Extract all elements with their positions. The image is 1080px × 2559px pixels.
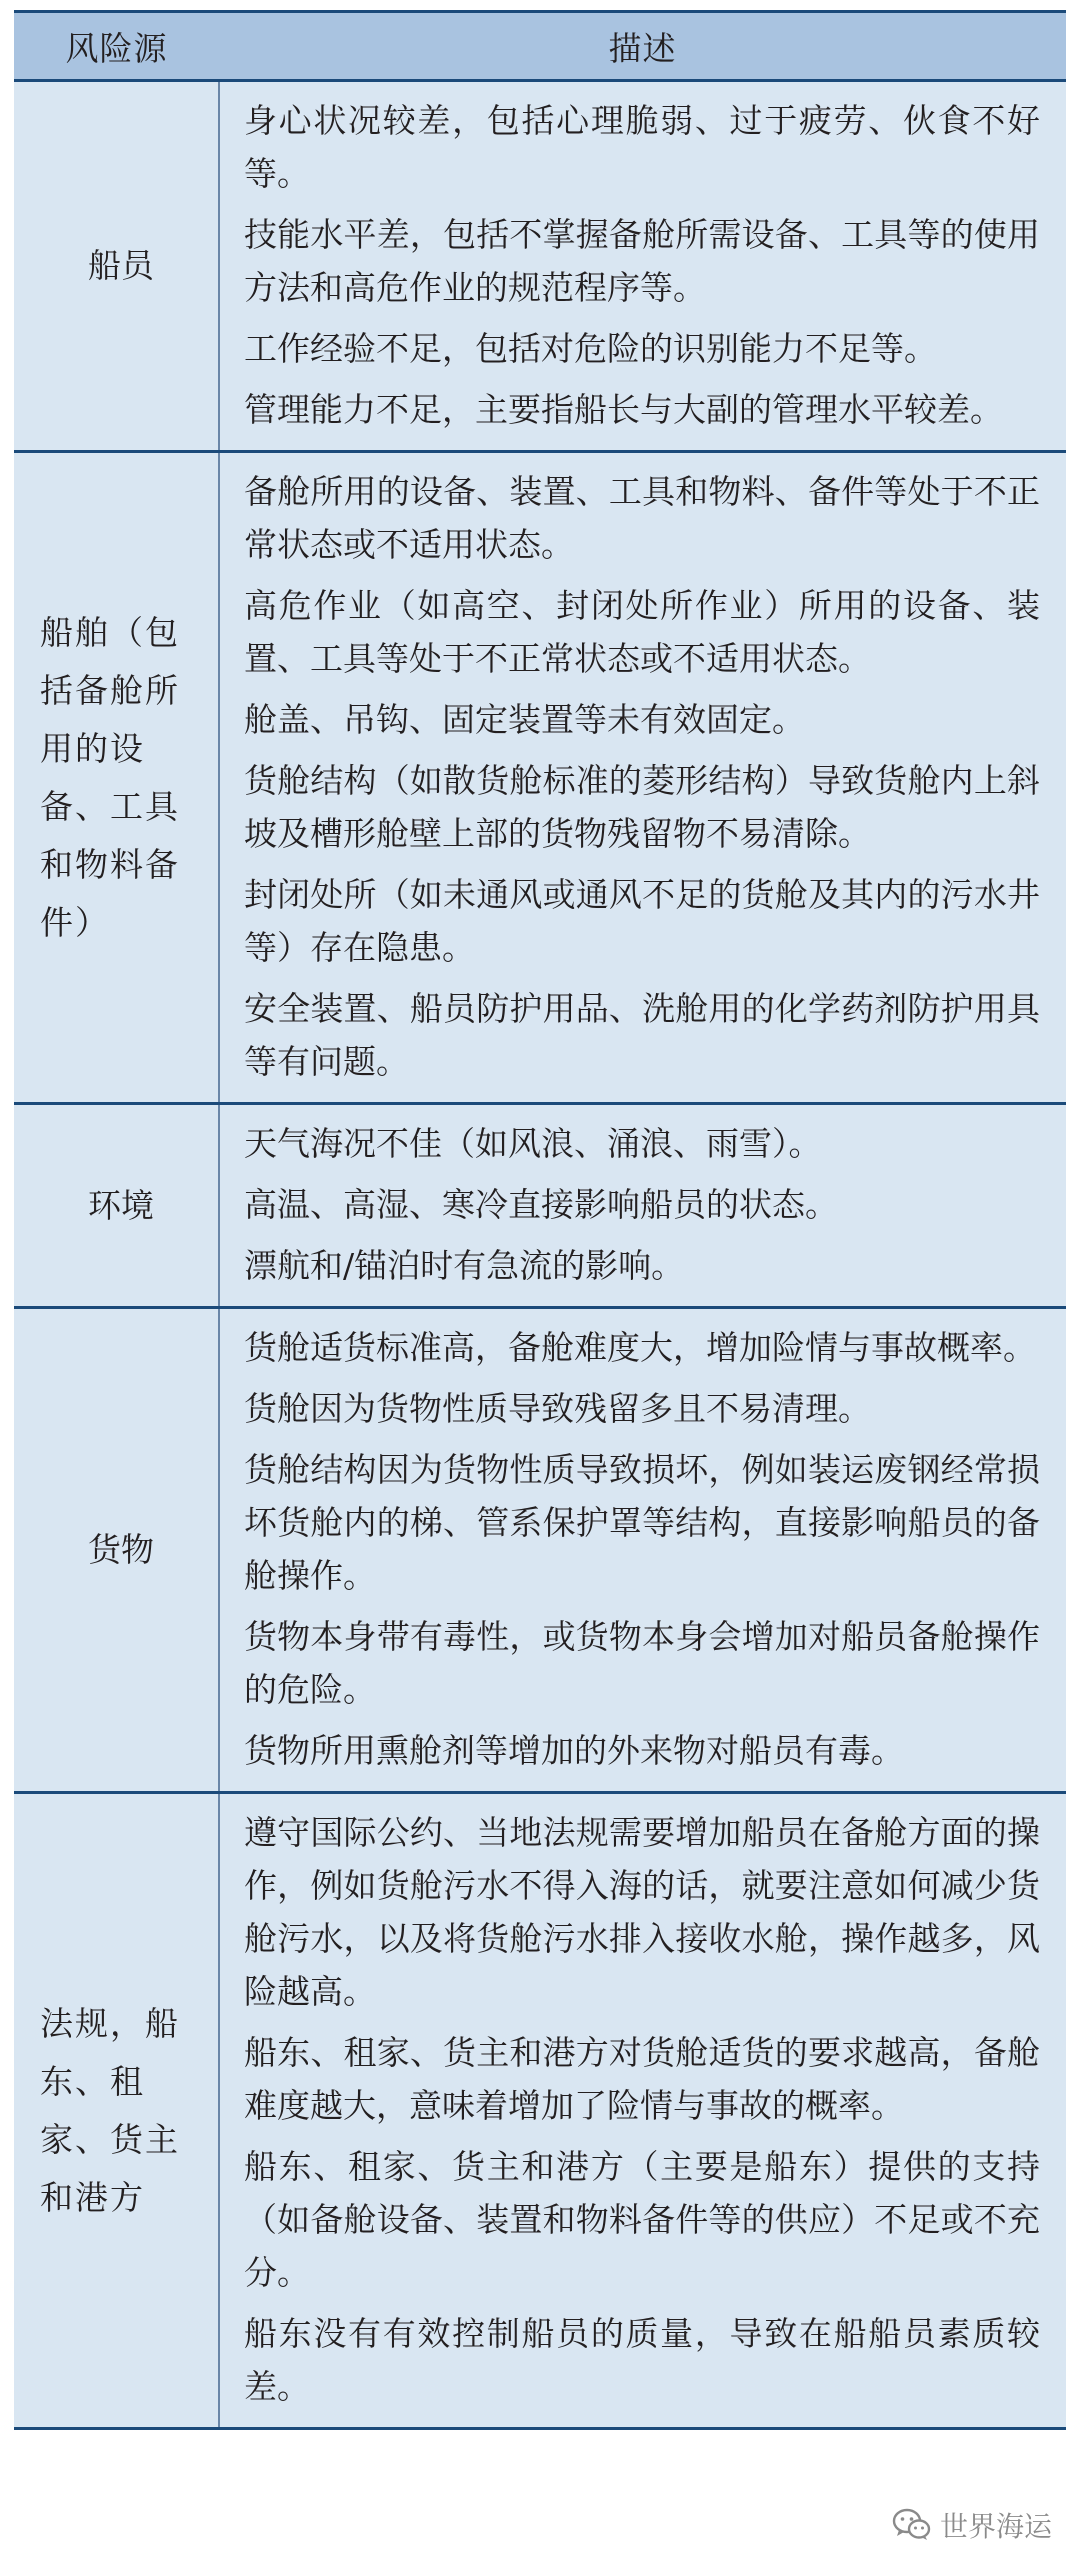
description-item: 封闭处所（如未通风或通风不足的货舱及其内的污水井等）存在隐患。	[244, 875, 1040, 967]
description-item: 安全装置、船员防护用品、洗舱用的化学药剂防护用具等有问题。	[244, 989, 1040, 1081]
risk-description-cell	[219, 1793, 1066, 2429]
risk-row-environment	[14, 1104, 1066, 1308]
description-item: 舱盖、吊钩、固定装置等未有效固定。	[244, 700, 805, 739]
description-item: 天气海况不佳（如风浪、涌浪、雨雪）。	[244, 1124, 822, 1163]
risk-source-cell: 法规，船东、租家、货主和港方	[14, 1793, 219, 2429]
risk-description-cell	[219, 81, 1066, 452]
risk-description-cell	[219, 452, 1066, 1104]
risk-source-cell: 环境	[14, 1104, 219, 1308]
wechat-icon	[892, 2508, 932, 2542]
header-description: 描述	[219, 12, 1066, 81]
risk-source-cell: 船员	[14, 81, 219, 452]
description-item: 管理能力不足，主要指船长与大副的管理水平较差。	[244, 390, 1003, 429]
description-item: 货物所用熏舱剂等增加的外来物对船员有毒。	[244, 1731, 904, 1770]
description-item: 高温、高湿、寒冷直接影响船员的状态。	[244, 1185, 838, 1224]
risk-table	[14, 10, 1066, 2430]
description-item: 遵守国际公约、当地法规需要增加船员在备舱方面的操作，例如货舱污水不得入海的话，就要注意如何减少货舱污水，以及将货舱污水排入接收水舱，操作越多，风险越高。	[244, 1813, 1040, 2011]
description-item: 身心状况较差，包括心理脆弱、过于疲劳、伙食不好等。	[244, 101, 1040, 193]
risk-description-cell	[219, 1104, 1066, 1308]
risk-row-crew	[14, 81, 1066, 452]
table-header-row	[14, 12, 1066, 81]
risk-description-cell	[219, 1308, 1066, 1793]
description-item: 备舱所用的设备、装置、工具和物料、备件等处于不正常状态或不适用状态。	[244, 472, 1040, 564]
risk-row-regulations	[14, 1793, 1066, 2429]
description-item: 货物本身带有毒性，或货物本身会增加对船员备舱操作的危险。	[244, 1617, 1040, 1709]
watermark	[892, 2505, 1052, 2545]
risk-row-cargo	[14, 1308, 1066, 1793]
description-item: 技能水平差，包括不掌握备舱所需设备、工具等的使用方法和高危作业的规范程序等。	[244, 215, 1040, 307]
risk-source-cell: 船舶（包括备舱所用的设备、工具和物料备件）	[14, 452, 219, 1104]
watermark-text: 世界海运	[939, 2510, 1052, 2543]
description-item: 漂航和/锚泊时有急流的影响。	[244, 1246, 685, 1285]
description-item: 货舱因为货物性质导致残留多且不易清理。	[244, 1389, 871, 1428]
description-item: 船东没有有效控制船员的质量，导致在船船员素质较差。	[244, 2314, 1040, 2406]
description-item: 货舱结构因为货物性质导致损坏，例如装运废钢经常损坏货舱内的梯、管系保护罩等结构，直接影响船员的备舱操作。	[244, 1450, 1040, 1595]
description-item: 工作经验不足，包括对危险的识别能力不足等。	[244, 329, 937, 368]
description-item: 船东、租家、货主和港方对货舱适货的要求越高，备舱难度越大，意味着增加了险情与事故的概率。	[244, 2033, 1040, 2125]
description-item: 船东、租家、货主和港方（主要是船东）提供的支持（如备舱设备、装置和物料备件等的供应）不足或不充分。	[244, 2147, 1040, 2292]
risk-source-cell: 货物	[14, 1308, 219, 1793]
description-item: 高危作业（如高空、封闭处所作业）所用的设备、装置、工具等处于不正常状态或不适用状态。	[244, 586, 1040, 678]
description-item: 货舱适货标准高，备舱难度大，增加险情与事故概率。	[244, 1328, 1036, 1367]
header-source: 风险源	[14, 12, 219, 81]
risk-row-ship	[14, 452, 1066, 1104]
description-item: 货舱结构（如散货舱标准的菱形结构）导致货舱内上斜坡及槽形舱壁上部的货物残留物不易清除。	[244, 761, 1040, 853]
